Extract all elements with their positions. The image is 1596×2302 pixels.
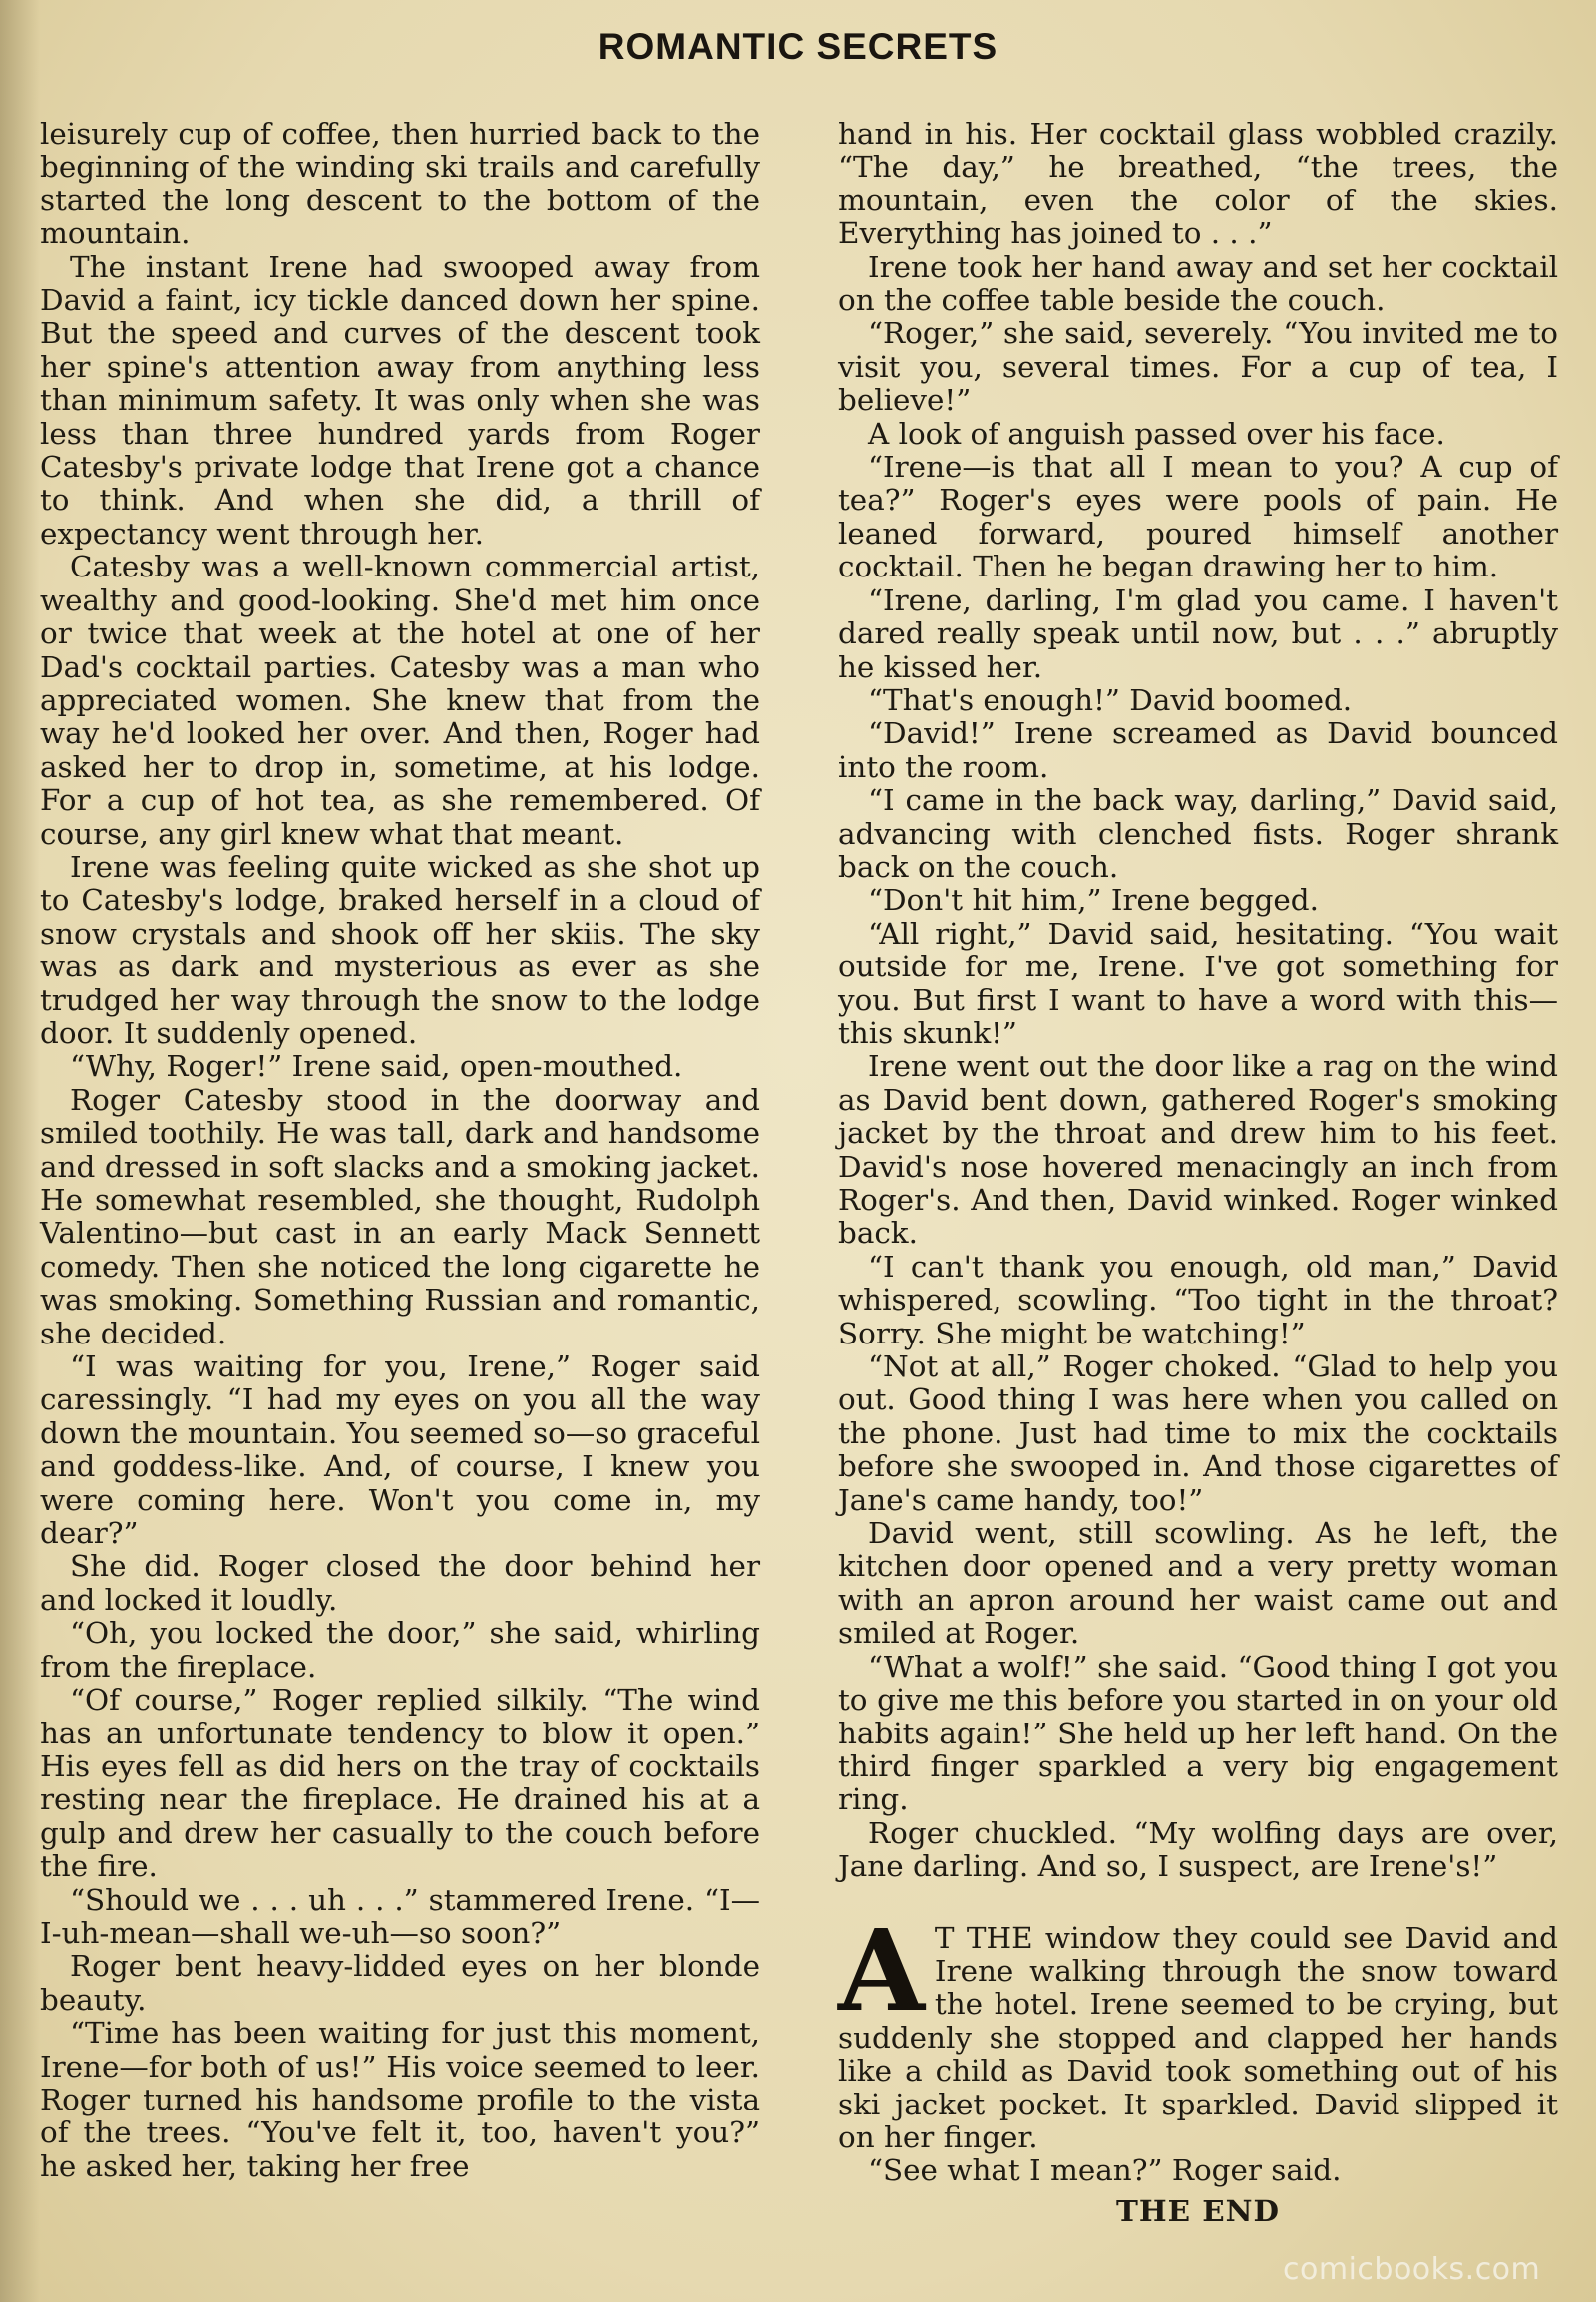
- paragraph: “That's enough!” David boomed.: [868, 682, 1353, 717]
- paragraph: A look of anguish passed over his face.: [868, 416, 1445, 451]
- left-column: [40, 118, 760, 2183]
- paragraph: Catesby was a well-known commercial artist, wealthy and good-looking. She'd met him once or twice that week at the hotel at one of her Dad's cocktail parties. Catesby was a man who appreciated women. She knew that from the way he'd looked her over. And then, Roger had asked her to drop in, sometime, at his lodge. For a cup of hot tea, as she remembered. Of course, any girl knew what that meant.: [40, 550, 760, 851]
- paragraph: Roger bent heavy-lidded eyes on her blonde beauty.: [40, 1949, 760, 2017]
- closing-line: “See what I mean?” Roger said.: [868, 2153, 1342, 2188]
- final-section-text: T THE window they could see David and Irene walking through the snow toward the hotel. Irene seemed to be crying, but suddenly she stopped and clapped her hands like a child as David took something out of his ski jacket pocket. It sparkled. David slipped it on her finger.: [838, 1920, 1558, 2154]
- paragraph: “Of course,” Roger replied silkily. “The wind has an unfortunate tendency to blow it open.” His eyes fell as did hers on the tray of cocktails resting near the fireplace. He drained his at a gulp and drew her casually to the couch before the fire.: [40, 1683, 760, 1884]
- right-column: [838, 118, 1558, 2227]
- paragraph: “Why, Roger!” Irene said, open-mouthed.: [70, 1049, 683, 1084]
- final-section-paragraph: [838, 1905, 1558, 2155]
- paragraph: “I can't thank you enough, old man,” David whispered, scowling. “Too tight in the throat? Sorry. She might be watching!”: [838, 1249, 1558, 1350]
- paragraph: “I was waiting for you, Irene,” Roger said caressingly. “I had my eyes on you all the way down the mountain. You seemed so—so graceful and goddess-like. And, of course, I knew you were coming here. Won't you come in, my dear?”: [40, 1349, 760, 1551]
- paragraph: “Irene, darling, I'm glad you came. I haven't dared really speak until now, but . . .” abruptly he kissed her.: [838, 582, 1558, 684]
- paragraph: “I came in the back way, darling,” David said, advancing with clenched fists. Roger shrank back on the couch.: [838, 783, 1558, 884]
- watermark: comicbooks.com: [1283, 2252, 1541, 2287]
- paragraph: The instant Irene had swooped away from David a faint, icy tickle danced down her spine. But the speed and curves of the descent took her spine's attention away from anything less than minimum safety. It was only when she was less than three hundred yards from Roger Catesby's private lodge that Irene got a chance to think. And when she did, a thrill of expectancy went through her.: [40, 249, 760, 551]
- paragraph: “All right,” David said, hesitating. “You wait outside for me, Irene. I've got something for you. But first I want to have a word with this—this skunk!”: [838, 916, 1558, 1050]
- paragraph: “Time has been waiting for just this moment, Irene—for both of us!” His voice seemed to leer. Roger turned his handsome profile to the vista of the trees. “You've felt it, too, haven't you?” he asked her, taking her free: [40, 2016, 760, 2183]
- paragraph: Irene was feeling quite wicked as she shot up to Catesby's lodge, braked herself in a cloud of snow crystals and shook off her skiis. The sky was as dark and mysterious as ever as she trudged her way through the snow to the lodge door. It suddenly opened.: [40, 849, 760, 1050]
- paragraph: “Oh, you locked the door,” she said, whirling from the fireplace.: [40, 1616, 760, 1684]
- paragraph: “David!” Irene screamed as David bounced into the room.: [838, 716, 1558, 784]
- page-title: ROMANTIC SECRETS: [598, 26, 998, 67]
- paragraph: Irene went out the door like a rag on the wind as David bent down, gathered Roger's smoking jacket by the throat and drew him to his feet. David's nose hovered menacingly an inch from Roger's. And then, David winked. Roger winked back.: [838, 1049, 1558, 1251]
- paragraph: “Roger,” she said, severely. “You invited me to visit you, several times. For a cup of tea, I believe!”: [838, 316, 1558, 418]
- the-end-label: THE END: [1115, 2192, 1281, 2228]
- paragraph: “What a wolf!” she said. “Good thing I got you to give me this before you started in on your old habits again!” She held up her left hand. On the third finger sparkled a very big engagement ring.: [838, 1649, 1558, 1817]
- paragraph: David went, still scowling. As he left, the kitchen door opened and a very pretty woman with an apron around her waist came out and smiled at Roger.: [838, 1516, 1558, 1651]
- paragraph: “Not at all,” Roger choked. “Glad to help you out. Good thing I was here when you called on the phone. Just had time to mix the cocktails before she swooped in. And those cigarettes of Jane's came handy, too!”: [838, 1349, 1558, 1517]
- paragraph: Roger chuckled. “My wolfing days are over, Jane darling. And so, I suspect, are Irene's!”: [838, 1815, 1558, 1884]
- binding-shadow: [0, 0, 40, 2302]
- drop-cap: A: [838, 1905, 925, 2037]
- paragraph: Roger Catesby stood in the doorway and smiled toothily. He was tall, dark and handsome and dressed in soft slacks and a smoking jacket. He somewhat resembled, she thought, Rudolph Valentino—but cast in an early Mack Sennett comedy. Then she noticed the long cigarette he was smoking. Something Russian and romantic, she decided.: [40, 1082, 760, 1350]
- paragraph: “Don't hit him,” Irene begged.: [868, 883, 1319, 918]
- paragraph: Irene took her hand away and set her cocktail on the coffee table beside the couch.: [838, 249, 1558, 318]
- paragraph: “Irene—is that all I mean to you? A cup of tea?” Roger's eyes were pools of pain. He leaned forward, poured himself another cocktail. Then he began drawing her to him.: [838, 450, 1558, 584]
- paragraph: leisurely cup of coffee, then hurried back to the beginning of the winding ski trails and carefully started the long descent to the bottom of the mountain.: [40, 117, 760, 251]
- paragraph: She did. Roger closed the door behind her and locked it loudly.: [40, 1549, 760, 1617]
- paragraph: “Should we . . . uh . . .” stammered Irene. “I—I-uh-mean—shall we-uh—so soon?”: [40, 1882, 760, 1950]
- paragraph: hand in his. Her cocktail glass wobbled crazily. “The day,” he breathed, “the trees, the mountain, even the color of the skies. Everything has joined to . . .”: [838, 117, 1558, 251]
